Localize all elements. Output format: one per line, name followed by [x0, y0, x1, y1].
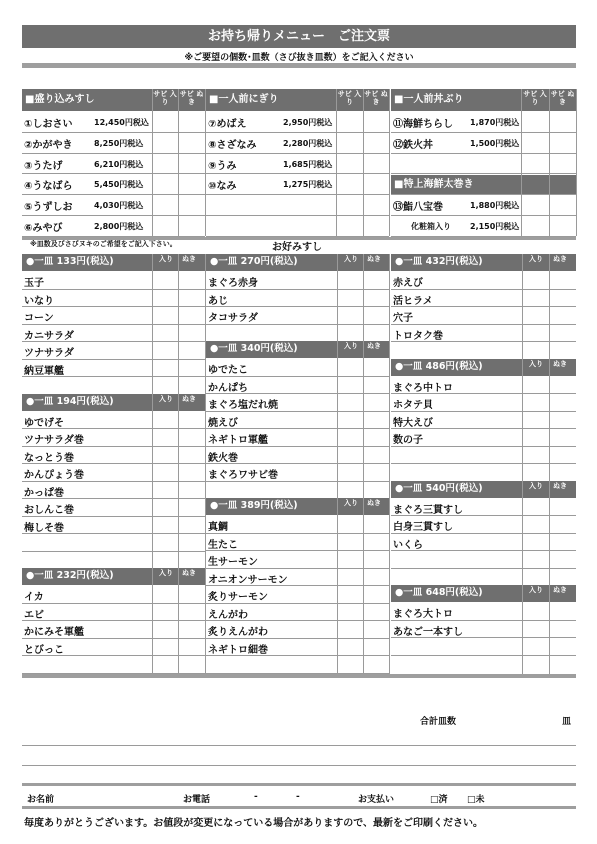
- iri-header: 入り: [159, 255, 173, 263]
- count-cell[interactable]: [152, 411, 178, 429]
- sabi-in-header: サビ 入り: [337, 90, 362, 106]
- iri-header: 入り: [529, 255, 543, 263]
- count-cell[interactable]: [337, 428, 363, 446]
- write-line[interactable]: [22, 745, 576, 746]
- price-tier-header: ●一皿 648円(税込): [391, 585, 576, 602]
- grid-line: [205, 254, 206, 674]
- nuki-count-cell[interactable]: [178, 359, 205, 377]
- item-name: 白身三貫すし: [393, 522, 453, 533]
- item-name: 鉄火巻: [208, 452, 238, 464]
- item-price: 1,870円税込: [470, 118, 520, 127]
- nuki-count-cell[interactable]: [549, 446, 576, 464]
- item-name: ④うなばら: [24, 181, 73, 193]
- nuki-count-cell[interactable]: [178, 498, 205, 516]
- count-cell[interactable]: [152, 481, 178, 499]
- item-name: いくら: [393, 539, 423, 551]
- grid-line: [549, 89, 550, 236]
- grid-line: [178, 254, 179, 674]
- item-name: 生たこ: [208, 539, 238, 551]
- nuki-count-cell[interactable]: [178, 463, 205, 481]
- page-title: お持ち帰りメニュー ご注文票: [22, 25, 576, 48]
- grid-line: [22, 153, 205, 154]
- item-name: まぐろ赤身: [208, 278, 258, 289]
- count-cell[interactable]: [152, 341, 178, 359]
- okonomi-heading: お好みすし: [272, 242, 322, 253]
- grid-line: [336, 89, 337, 236]
- item-name: 玉子: [24, 278, 44, 289]
- nuki-count-cell[interactable]: [363, 655, 389, 673]
- count-cell[interactable]: [522, 306, 549, 324]
- nuki-count-cell[interactable]: [363, 393, 389, 411]
- nuki-count-cell[interactable]: [178, 446, 205, 464]
- grid-line: [389, 254, 390, 674]
- item-name: なっとう巻: [24, 452, 74, 464]
- item-name: ⑫鉄火丼: [393, 139, 433, 151]
- nuki-count-cell[interactable]: [549, 376, 576, 394]
- nuki-count-cell[interactable]: [363, 376, 389, 394]
- nuki-count-cell[interactable]: [178, 620, 205, 638]
- nuki-count-cell[interactable]: [178, 655, 205, 673]
- nuki-count-cell[interactable]: [363, 620, 389, 638]
- iri-header: 入り: [529, 481, 543, 490]
- nuki-header: ぬき: [367, 255, 381, 263]
- count-cell[interactable]: [337, 324, 363, 342]
- nuki-count-cell[interactable]: [549, 428, 576, 446]
- item-price: 1,880円税込: [470, 201, 520, 211]
- divider: [22, 237, 576, 240]
- count-cell[interactable]: [522, 602, 549, 620]
- nuki-count-cell[interactable]: [178, 551, 205, 569]
- item-price: 4,030円税込: [94, 201, 144, 211]
- item-name: ⑨うみ: [208, 160, 237, 172]
- grid-line: [206, 132, 389, 133]
- item-name: 数の子: [393, 435, 423, 446]
- grid-line: [549, 254, 550, 674]
- grid-line: [22, 215, 205, 216]
- item-name: 特大えび: [393, 417, 433, 429]
- nuki-count-cell[interactable]: [363, 358, 389, 376]
- total-label: 合計皿数: [420, 717, 457, 727]
- write-line[interactable]: [22, 765, 576, 766]
- item-name: ゆでたこ: [208, 365, 248, 376]
- nuki-count-cell[interactable]: [363, 515, 389, 533]
- nuki-count-cell[interactable]: [549, 271, 576, 289]
- price-tier-header: ●一皿 133円(税込): [22, 254, 205, 271]
- nuki-header: ぬき: [367, 342, 381, 350]
- count-cell[interactable]: [152, 620, 178, 638]
- nuki-count-cell[interactable]: [549, 550, 576, 568]
- item-name: 赤えび: [393, 278, 423, 289]
- count-cell[interactable]: [152, 376, 178, 394]
- futomaki-header: ■特上海鮮太巻き: [391, 175, 576, 194]
- item-name: 梅しそ巻: [24, 522, 64, 534]
- count-cell[interactable]: [522, 515, 549, 533]
- nuki-count-cell[interactable]: [178, 428, 205, 446]
- item-price: 2,800円税込: [94, 222, 144, 231]
- sabi-nuki-header: サビ ぬき: [179, 90, 204, 106]
- nuki-count-cell[interactable]: [178, 481, 205, 499]
- item-name: 焼えび: [208, 417, 238, 429]
- item-name: ホタテ貝: [393, 400, 433, 411]
- item-price: 8,250円税込: [94, 138, 144, 148]
- count-cell[interactable]: [522, 341, 549, 359]
- price-tier-header: ●一皿 432円(税込): [391, 254, 576, 271]
- sabi-nuki-header: サビ ぬき: [364, 90, 388, 106]
- item-name: とびっこ: [24, 644, 64, 656]
- item-price: 6,210円税込: [94, 159, 144, 169]
- nuki-header: ぬき: [553, 359, 567, 368]
- grid-line: [22, 173, 205, 174]
- count-cell[interactable]: [337, 585, 363, 603]
- item-name: ⑩なみ: [208, 181, 237, 193]
- nuki-count-cell[interactable]: [549, 411, 576, 429]
- nuki-count-cell[interactable]: [363, 533, 389, 551]
- count-cell[interactable]: [522, 637, 549, 655]
- count-cell[interactable]: [152, 428, 178, 446]
- item-name: ⑤うずしお: [24, 202, 73, 214]
- nuki-count-cell[interactable]: [549, 463, 576, 481]
- grid-line: [521, 89, 522, 236]
- item-name: ネギトロ軍艦: [208, 435, 268, 446]
- count-cell[interactable]: [522, 428, 549, 446]
- nuki-header: ぬき: [182, 255, 196, 263]
- donburi-header: ■一人前丼ぶり: [391, 89, 576, 111]
- nuki-header: ぬき: [182, 394, 196, 403]
- grid-line: [522, 254, 523, 674]
- count-cell[interactable]: [152, 306, 178, 324]
- grid-line: [152, 254, 153, 674]
- subtitle: ※ご要望の個数･皿数（さび抜き皿数）をご記入ください: [184, 53, 414, 63]
- divider: [22, 806, 576, 809]
- payment-label: お支払い: [358, 795, 395, 805]
- count-cell[interactable]: [337, 376, 363, 394]
- count-cell[interactable]: [522, 289, 549, 307]
- grid-line: [363, 254, 364, 674]
- item-name: あなご一本すし: [393, 626, 463, 638]
- item-name: かんぴょう巻: [24, 470, 84, 481]
- count-cell[interactable]: [337, 271, 363, 289]
- count-cell[interactable]: [152, 498, 178, 516]
- count-cell[interactable]: [152, 603, 178, 621]
- count-cell[interactable]: [522, 568, 549, 586]
- count-cell[interactable]: [522, 498, 549, 516]
- nuki-count-cell[interactable]: [178, 585, 205, 603]
- count-cell[interactable]: [152, 271, 178, 289]
- item-price: 1,275円税込: [283, 180, 333, 190]
- grid-line: [391, 153, 576, 154]
- price-tier-header: ●一皿 340円(税込): [206, 341, 389, 358]
- nuki-count-cell[interactable]: [549, 393, 576, 411]
- count-cell[interactable]: [337, 533, 363, 551]
- count-cell[interactable]: [522, 411, 549, 429]
- count-cell[interactable]: [337, 515, 363, 533]
- nuki-count-cell[interactable]: [549, 289, 576, 307]
- grid-line: [22, 132, 205, 133]
- item-price: 2,950円税込: [283, 118, 333, 127]
- item-name: ネギトロ細巻: [208, 644, 268, 656]
- item-name: オニオンサーモン: [208, 574, 288, 586]
- item-name: ⑬鮨八宝巻: [393, 202, 443, 214]
- note: ※皿数及びさびヌキのご希望をご記入下さい。: [30, 240, 177, 248]
- item-name: かにみそ軍艦: [24, 627, 84, 638]
- count-cell[interactable]: [337, 655, 363, 673]
- nuki-header: ぬき: [182, 569, 196, 577]
- nuki-count-cell[interactable]: [549, 637, 576, 655]
- count-cell[interactable]: [152, 359, 178, 377]
- item-name: ⑧さざなみ: [208, 139, 257, 151]
- price-tier-header: ●一皿 486円(税込): [391, 359, 576, 376]
- count-cell[interactable]: [152, 533, 178, 551]
- price-tier-header: ●一皿 232円(税込): [22, 568, 205, 585]
- item-price: 5,450円税込: [94, 180, 144, 190]
- item-name: イカ: [24, 592, 44, 603]
- nuki-count-cell[interactable]: [363, 550, 389, 568]
- nuki-count-cell[interactable]: [178, 341, 205, 359]
- total-unit: 皿: [562, 717, 572, 727]
- grid-line: [206, 215, 389, 216]
- count-cell[interactable]: [337, 358, 363, 376]
- item-name: まぐろ塩だれ焼: [208, 400, 278, 411]
- item-price: 2,280円税込: [283, 138, 333, 148]
- item-name: かっぱ巻: [24, 487, 64, 499]
- iri-header: 入り: [159, 569, 173, 577]
- nuki-count-cell[interactable]: [178, 271, 205, 289]
- nuki-count-cell[interactable]: [363, 638, 389, 656]
- item-name: まぐろワサビ巻: [208, 470, 278, 481]
- nuki-count-cell[interactable]: [363, 324, 389, 342]
- price-tier-header: ●一皿 540円(税込): [391, 481, 576, 498]
- grid-line: [391, 215, 576, 216]
- nigiri-header: ■一人前にぎり: [206, 89, 389, 111]
- count-cell[interactable]: [152, 585, 178, 603]
- count-cell[interactable]: [337, 638, 363, 656]
- grid-line: [206, 673, 389, 674]
- item-name: ツナサラダ: [24, 348, 74, 359]
- nuki-count-cell[interactable]: [178, 289, 205, 307]
- item-price: 1,685円税込: [283, 159, 333, 169]
- count-cell[interactable]: [337, 620, 363, 638]
- nuki-count-cell[interactable]: [549, 602, 576, 620]
- item-name: ツナサラダ巻: [24, 435, 84, 446]
- iri-header: 入り: [529, 359, 543, 368]
- item-name: コーン: [24, 313, 54, 324]
- nuki-count-cell[interactable]: [549, 306, 576, 324]
- item-name: 活ヒラメ: [393, 295, 433, 307]
- count-cell[interactable]: [522, 393, 549, 411]
- count-cell[interactable]: [337, 481, 363, 499]
- count-cell[interactable]: [522, 446, 549, 464]
- sabi-in-header: サビ 入り: [153, 90, 177, 106]
- item-name: ①しおさい: [24, 119, 73, 130]
- divider: [22, 674, 576, 678]
- divider: [22, 63, 576, 68]
- grid-line: [576, 89, 577, 236]
- grid-line: [22, 194, 205, 195]
- price-tier-header: ●一皿 194円(税込): [22, 394, 205, 411]
- grid-line: [178, 89, 179, 236]
- item-name: おしんこ巻: [24, 505, 74, 516]
- nuki-count-cell[interactable]: [363, 585, 389, 603]
- count-cell[interactable]: [152, 551, 178, 569]
- count-cell[interactable]: [337, 393, 363, 411]
- nuki-count-cell[interactable]: [363, 481, 389, 499]
- count-cell[interactable]: [522, 324, 549, 342]
- nuki-count-cell[interactable]: [363, 428, 389, 446]
- count-cell[interactable]: [337, 550, 363, 568]
- nuki-count-cell[interactable]: [549, 620, 576, 638]
- nuki-count-cell[interactable]: [178, 638, 205, 656]
- nuki-count-cell[interactable]: [363, 463, 389, 481]
- item-name: エビ: [24, 609, 44, 621]
- item-name: 炙りサーモン: [208, 592, 268, 603]
- count-cell[interactable]: [337, 306, 363, 324]
- iri-header: 入り: [159, 394, 173, 403]
- nuki-header: ぬき: [553, 586, 567, 594]
- item-name: ⑦めばえ: [208, 119, 247, 130]
- item-name: トロタク巻: [393, 330, 443, 342]
- count-cell[interactable]: [152, 446, 178, 464]
- nuki-count-cell[interactable]: [363, 289, 389, 307]
- item-name: 化粧箱入り: [411, 222, 451, 232]
- item-name: ③うたげ: [24, 160, 63, 172]
- count-cell[interactable]: [337, 446, 363, 464]
- item-name: ②かがやき: [24, 139, 73, 151]
- item-name: カニサラダ: [24, 330, 74, 342]
- count-cell[interactable]: [337, 568, 363, 586]
- nuki-count-cell[interactable]: [549, 498, 576, 516]
- item-name: 穴子: [393, 313, 413, 324]
- count-cell[interactable]: [152, 655, 178, 673]
- nuki-count-cell[interactable]: [178, 306, 205, 324]
- count-cell[interactable]: [152, 463, 178, 481]
- unpaid-checkbox[interactable]: □未: [467, 795, 485, 805]
- name-label: お名前: [27, 795, 55, 805]
- grid-line: [152, 89, 153, 236]
- count-cell[interactable]: [152, 289, 178, 307]
- item-price: 2,150円税込: [470, 222, 520, 232]
- count-cell[interactable]: [152, 324, 178, 342]
- item-name: まぐろ大トロ: [393, 609, 453, 620]
- nuki-count-cell[interactable]: [363, 603, 389, 621]
- count-cell[interactable]: [522, 376, 549, 394]
- item-name: 炙りえんがわ: [208, 627, 268, 638]
- nuki-count-cell[interactable]: [363, 446, 389, 464]
- item-name: えんがわ: [208, 609, 248, 621]
- closing-message: 毎度ありがとうございます。お値段が変更になっている場合がありますので、最新をご印刷ください。: [24, 818, 483, 829]
- item-name: タコサラダ: [208, 313, 258, 324]
- count-cell[interactable]: [522, 463, 549, 481]
- nuki-count-cell[interactable]: [363, 411, 389, 429]
- nuki-count-cell[interactable]: [549, 533, 576, 551]
- grid-line: [337, 254, 338, 674]
- count-cell[interactable]: [337, 603, 363, 621]
- iri-header: 入り: [529, 586, 543, 594]
- count-cell[interactable]: [522, 271, 549, 289]
- count-cell[interactable]: [337, 463, 363, 481]
- count-cell[interactable]: [152, 638, 178, 656]
- nuki-count-cell[interactable]: [178, 533, 205, 551]
- nuki-count-cell[interactable]: [549, 324, 576, 342]
- count-cell[interactable]: [522, 620, 549, 638]
- grid-line: [363, 89, 364, 236]
- grid-line: [205, 89, 206, 236]
- item-name: 納豆軍艦: [24, 365, 64, 377]
- nuki-count-cell[interactable]: [363, 568, 389, 586]
- count-cell[interactable]: [522, 533, 549, 551]
- count-cell[interactable]: [337, 411, 363, 429]
- item-name: あじ: [208, 295, 228, 307]
- item-name: かんぱち: [208, 382, 248, 394]
- nuki-count-cell[interactable]: [549, 568, 576, 586]
- nuki-count-cell[interactable]: [549, 515, 576, 533]
- count-cell[interactable]: [522, 550, 549, 568]
- count-cell[interactable]: [337, 289, 363, 307]
- item-name: ⑪海鮮ちらし: [393, 119, 453, 130]
- nuki-count-cell[interactable]: [178, 376, 205, 394]
- item-name: 生サーモン: [208, 557, 258, 568]
- grid-line: [391, 173, 576, 174]
- phone-label: お電話: [183, 795, 211, 805]
- item-name: いなり: [24, 295, 54, 307]
- item-name: 真鯛: [208, 522, 228, 533]
- iri-header: 入り: [344, 499, 358, 507]
- item-price: 12,450円税込: [94, 118, 149, 127]
- iri-header: 入り: [344, 255, 358, 263]
- nuki-count-cell[interactable]: [178, 324, 205, 342]
- phone-dash: -: [254, 792, 258, 802]
- grid-line: [391, 194, 576, 195]
- grid-line: [206, 173, 389, 174]
- moriawase-header: ■盛り込みすし: [22, 89, 205, 111]
- sabi-in-header: サビ 入り: [523, 90, 547, 106]
- phone-dash: -: [296, 792, 300, 802]
- grid-line: [389, 89, 390, 236]
- nuki-count-cell[interactable]: [178, 516, 205, 534]
- item-name: ⑥みやび: [24, 223, 63, 234]
- nuki-count-cell[interactable]: [363, 306, 389, 324]
- nuki-header: ぬき: [367, 499, 381, 507]
- sabi-nuki-header: サビ ぬき: [550, 90, 575, 106]
- item-name: まぐろ三貫すし: [393, 504, 463, 516]
- nuki-header: ぬき: [553, 481, 567, 490]
- nuki-count-cell[interactable]: [363, 271, 389, 289]
- divider: [22, 783, 576, 786]
- price-tier-header: ●一皿 389円(税込): [206, 498, 389, 515]
- item-name: まぐろ中トロ: [393, 382, 453, 394]
- nuki-header: ぬき: [553, 255, 567, 263]
- grid-line: [206, 194, 389, 195]
- price-tier-header: ●一皿 270円(税込): [206, 254, 389, 271]
- nuki-count-cell[interactable]: [178, 411, 205, 429]
- nuki-count-cell[interactable]: [178, 603, 205, 621]
- iri-header: 入り: [344, 342, 358, 350]
- nuki-count-cell[interactable]: [549, 341, 576, 359]
- item-price: 1,500円税込: [470, 138, 520, 148]
- item-name: ゆでげそ: [24, 417, 64, 429]
- grid-line: [206, 153, 389, 154]
- count-cell[interactable]: [152, 516, 178, 534]
- paid-checkbox[interactable]: □済: [430, 795, 448, 805]
- grid-line: [391, 132, 576, 133]
